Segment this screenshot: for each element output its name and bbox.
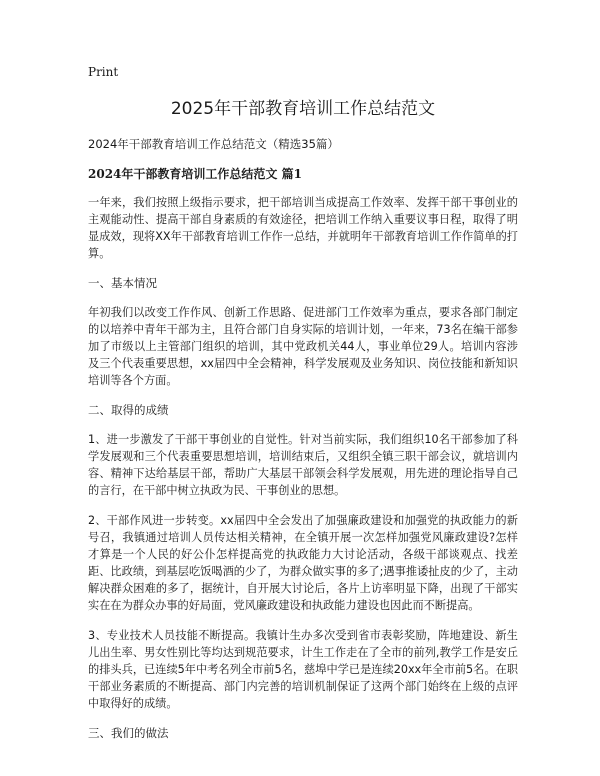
page-title: 2025年干部教育培训工作总结范文 (170, 99, 436, 119)
paragraph-basic-situation: 年初我们以改变工作作风、创新工作思路、促进部门工作效率为重点，要求各部门制定的以培养中青年干部为主，且符合部门自身实际的培训计划，一年来，73名在编干部参加了市级以上主管部门组织的培训，其中党政机关44人，事业单位29人。培训内容涉及三个代表重要思想，xx届四中全会精神，科学发展观及业务知识、岗位技能和新知识培训等各个方面。 (88, 306, 518, 387)
heading-achievements: 二、取得的成绩 (88, 403, 169, 417)
paragraph-achievement-3: 3、专业技术人员技能不断提高。我镇计生办多次受到省市表彰奖励，阵地建设、新生儿出生率、男女性别比等均达到规范要求，计生工作走在了全市的前列,教学工作是安丘的排头兵，已连续5年中考名列全市前5名，慈埠中学已是连续20xx年全市前5名。在职干部业务素质的不断提高、部门内完善的培训机制保证了这两个部门始终在上级的点评中取得好的成绩。 (88, 629, 518, 710)
heading-basic-situation: 一、基本情况 (88, 276, 157, 290)
document-page (88, 64, 518, 754)
document-subtitle: 2024年干部教育培训工作总结范文（精选35篇） (88, 137, 339, 151)
paragraph-achievement-2: 2、干部作风进一步转变。xx届四中全会发出了加强廉政建设和加强党的执政能力的新号召，我镇通过培训人员传达相关精神，在全镇开展一次怎样加强党风廉政建设?怎样才算是一个人民的好公仆怎样提高党的执政能力大讨论活动，各级干部谈观点、找差距、比政绩，到基层吃饭喝酒的少了，为群众做实事的多了;遇事推诿扯皮的少了，主动解决群众困难的多了，据统计，自开展大讨论后，各片上访率明显下降，出现了干部实实在在为群众办事的好局面，党风廉政建设和执政能力建设也因此而不断提高。 (88, 514, 518, 612)
print-label[interactable]: Print (88, 65, 119, 79)
paragraph-achievement-1: 1、进一步激发了干部干事创业的自觉性。针对当前实际，我们组织10名干部参加了科学发展观和三个代表重要思想培训，培训结束后，又组织全镇三职干部会议，就培训内容、精神下达给基层干部，帮助广大基层干部领会科学发展观，用先进的理论指导自己的言行，在干部中树立执政为民、干事创业的思想。 (88, 433, 518, 497)
intro-paragraph: 一年来，我们按照上级指示要求，把干部培训当成提高工作效率、发挥干部干事创业的主观能动性、提高干部自身素质的有效途径，把培训工作纳入重要议事日程，取得了明显成效，现将XX年干部教育培训工作作一总结，并就明年干部教育培训工作作简单的打算。 (88, 196, 518, 260)
heading-our-approach: 三、我们的做法 (88, 726, 169, 740)
section-title: 2024年干部教育培训工作总结范文 篇1 (88, 167, 302, 181)
